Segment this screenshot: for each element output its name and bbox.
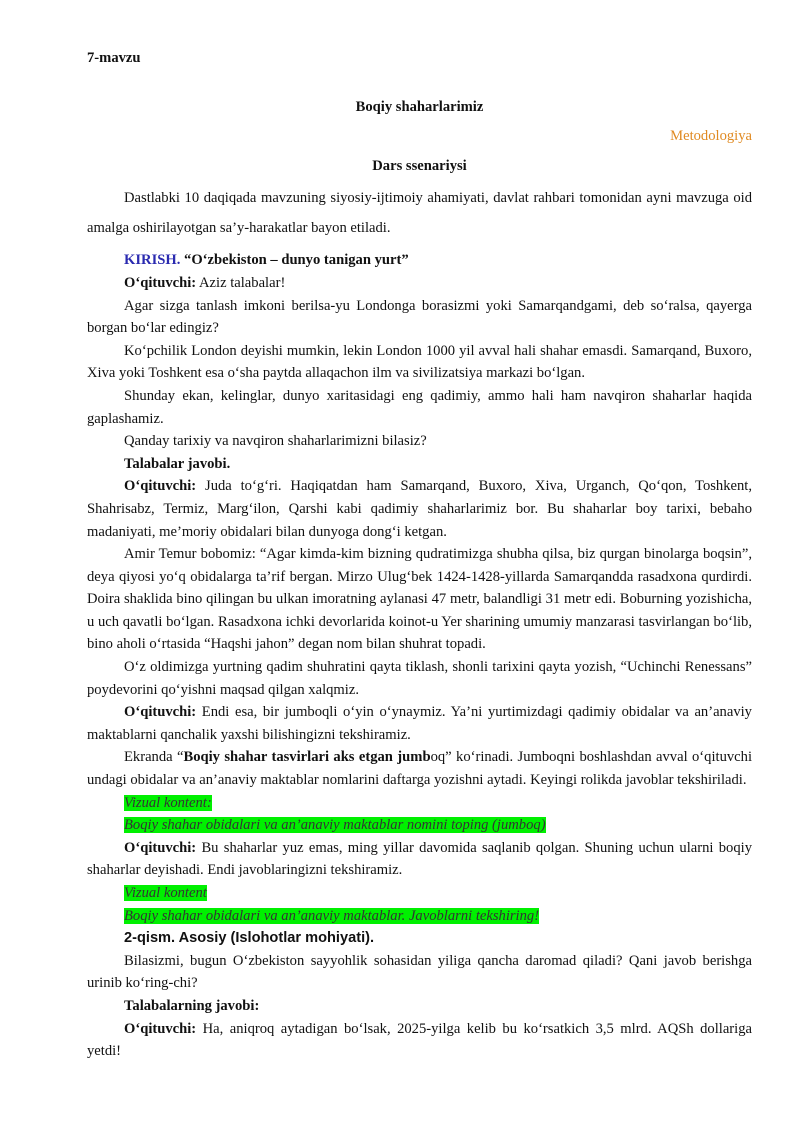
visual-content-1-label: Vizual kontent:: [124, 794, 212, 811]
students-answer-2-line: [87, 995, 752, 1018]
endi-text: Endi esa, bir jumboqli o‘yin o‘ynaymiz. Ya’ni yurtimizdagi qadimiy obidalar va an’anaviy maktablarni qanchalik yaxshi bilishingizni tekshiramiz.: [87, 704, 752, 743]
paragraph-ekranda: [87, 746, 752, 791]
visual-content-2-text-line: [87, 905, 752, 928]
kirish-label: KIRISH.: [124, 252, 181, 269]
teacher-label: O‘qituvchi:: [124, 478, 197, 495]
paragraph-bu: [87, 837, 752, 882]
paragraph-question-1: Agar sizga tanlash imkoni berilsa-yu Londonga borasizmi yoki Samarqandgami, deb so‘ralsa, qayerga borgan bo‘lar edingiz?: [87, 297, 752, 337]
kirish-heading: [87, 249, 752, 272]
paragraph-endi: [87, 701, 752, 746]
visual-content-1-text: Boqiy shahar obidalari va an’anaviy maktablar nomini toping (jumboq): [124, 817, 546, 834]
teacher-label: O‘qituvchi:: [124, 839, 197, 856]
category-label: Metodologiya: [670, 128, 752, 145]
topic-number: 7-mavzu: [87, 50, 141, 66]
ha-text: Ha, aniqroq aytadigan bo‘lsak, 2025-yilga kelib bu ko‘rsatkich 3,5 mlrd. AQSh dollariga yetdi!: [87, 1020, 752, 1060]
subtitle: Dars ssenariysi: [372, 157, 467, 174]
students-answer-text: Talabalar javobi.: [124, 455, 231, 472]
page-title: Boqiy shaharlarimiz: [355, 98, 484, 115]
teacher-label: O‘qituvchi:: [124, 704, 197, 721]
paragraph-qanday: Qanday tarixiy va navqiron shaharlarimizni bilasiz?: [124, 433, 427, 450]
visual-content-2-text: Boqiy shahar obidalari va an’anaviy maktablar. Javoblarni tekshiring!: [124, 907, 540, 924]
paragraph-ha: [87, 1018, 752, 1063]
paragraph-oz: O‘z oldimizga yurtning qadim shuhratini qayta tiklash, shonli tarixini qayta yozish, “Uchinchi Renessans” poydevorini qo‘yishni maqsad qilgan xalqmiz.: [87, 659, 752, 698]
kirish-title: “O‘zbekiston – dunyo tanigan yurt”: [184, 252, 409, 269]
visual-content-1-text-line: [87, 814, 752, 837]
juda-text: Juda to‘g‘ri. Haqiqatdan ham Samarqand, Buxoro, Xiva, Urganch, Qo‘qon, Toshkent, Shahrisabz, Termiz, Marg‘ilon, Qarshi kabi qadimiy shaharlarimiz bor. Bu shaharlar boy tarixi, bebaho madaniyati, me’moriy obidalari bilan dunyoga dong‘i ketgan.: [87, 478, 753, 540]
paragraph-london: Ko‘pchilik London deyishi mumkin, lekin London 1000 yil avval hali shahar emasdi. Samarqand, Buxoro, Xiva yoki Toshkent esa o‘sha paytda allaqachon ilm va sivilizatsiya markazi bo‘lgan.: [87, 342, 752, 382]
paragraph-intro: Dastlabki 10 daqiqada mavzuning siyosiy-ijtimoiy ahamiyati, davlat rahbari tomonidan ayni mavzuga oid amalga oshirilayotgan sa’y-harakatlar bayon etiladi.: [87, 190, 752, 237]
paragraph-temur: Amir Temur bobomiz: “Agar kimda-kim bizning qudratimizga shubha qilsa, biz qurgan binolarga boqsin”, deya qiyosi yo‘q obidalarga ta’rif bergan. Mirzo Ulug‘bek 1424-1428-yillarda Samarqandda rasadxona qurdirdi. Doira shaklida bino qilingan bu ulkan imoratning aylanasi 47 metr, balandligi 31 metr edi. Boburning yozishicha, u uch qavatli bo‘lgan. Rasadxona ichki devorlarida koinot-u Yer sharining umumiy manzarasi tasvirlangan bo‘lib, bino aholi o‘rtasida “Haqshi jahon” degan nom bilan shuhrat topadi.: [87, 546, 752, 653]
ekranda-pre: Ekranda “: [124, 749, 184, 766]
students-answer-2: Talabalarning javobi:: [124, 997, 260, 1014]
ekranda-bold: Boqiy shahar tasvirlari aks etgan jumb: [183, 749, 431, 766]
visual-content-2-label: Vizual kontent: [124, 885, 207, 901]
teacher-label: O‘qituvchi:: [124, 274, 197, 291]
paragraph-bilasizmi: Bilasizmi, bugun O‘zbekiston sayyohlik sohasidan yiliga qancha daromad qiladi? Qani javob berishga urinib ko‘ring-chi?: [87, 952, 752, 992]
paragraph-juda: [87, 475, 752, 543]
part-2-heading: 2-qism. Asosiy (Islohotlar mohiyati).: [124, 930, 375, 947]
visual-content-2-label-line: [87, 882, 752, 905]
greet-text: Aziz talabalar!: [199, 274, 286, 291]
part-2-heading-line: [87, 927, 752, 950]
students-answer-label: [87, 453, 752, 476]
visual-content-1-label-line: [87, 792, 752, 815]
paragraph-shunday: Shunday ekan, kelinglar, dunyo xaritasidagi eng qadimiy, ammo hali ham navqiron shaharlar haqida gaplashamiz.: [87, 387, 752, 427]
teacher-label: O‘qituvchi:: [124, 1020, 197, 1037]
ekranda-post: oq” ko‘rinadi. Jumboqni boshlashdan avval o‘qituvchi undagi obidalar va an’anaviy maktablar nomlarini daftarga yozishni aytadi. Keyingi rolikda javoblar tekshiriladi.: [87, 749, 752, 789]
paragraph-greet: [87, 272, 752, 295]
bu-text: Bu shaharlar yuz emas, ming yillar davomida saqlanib qolgan. Shuning uchun ularni boqiy shaharlar deyishadi. Endi javoblaringizni tekshiramiz.: [87, 839, 752, 879]
